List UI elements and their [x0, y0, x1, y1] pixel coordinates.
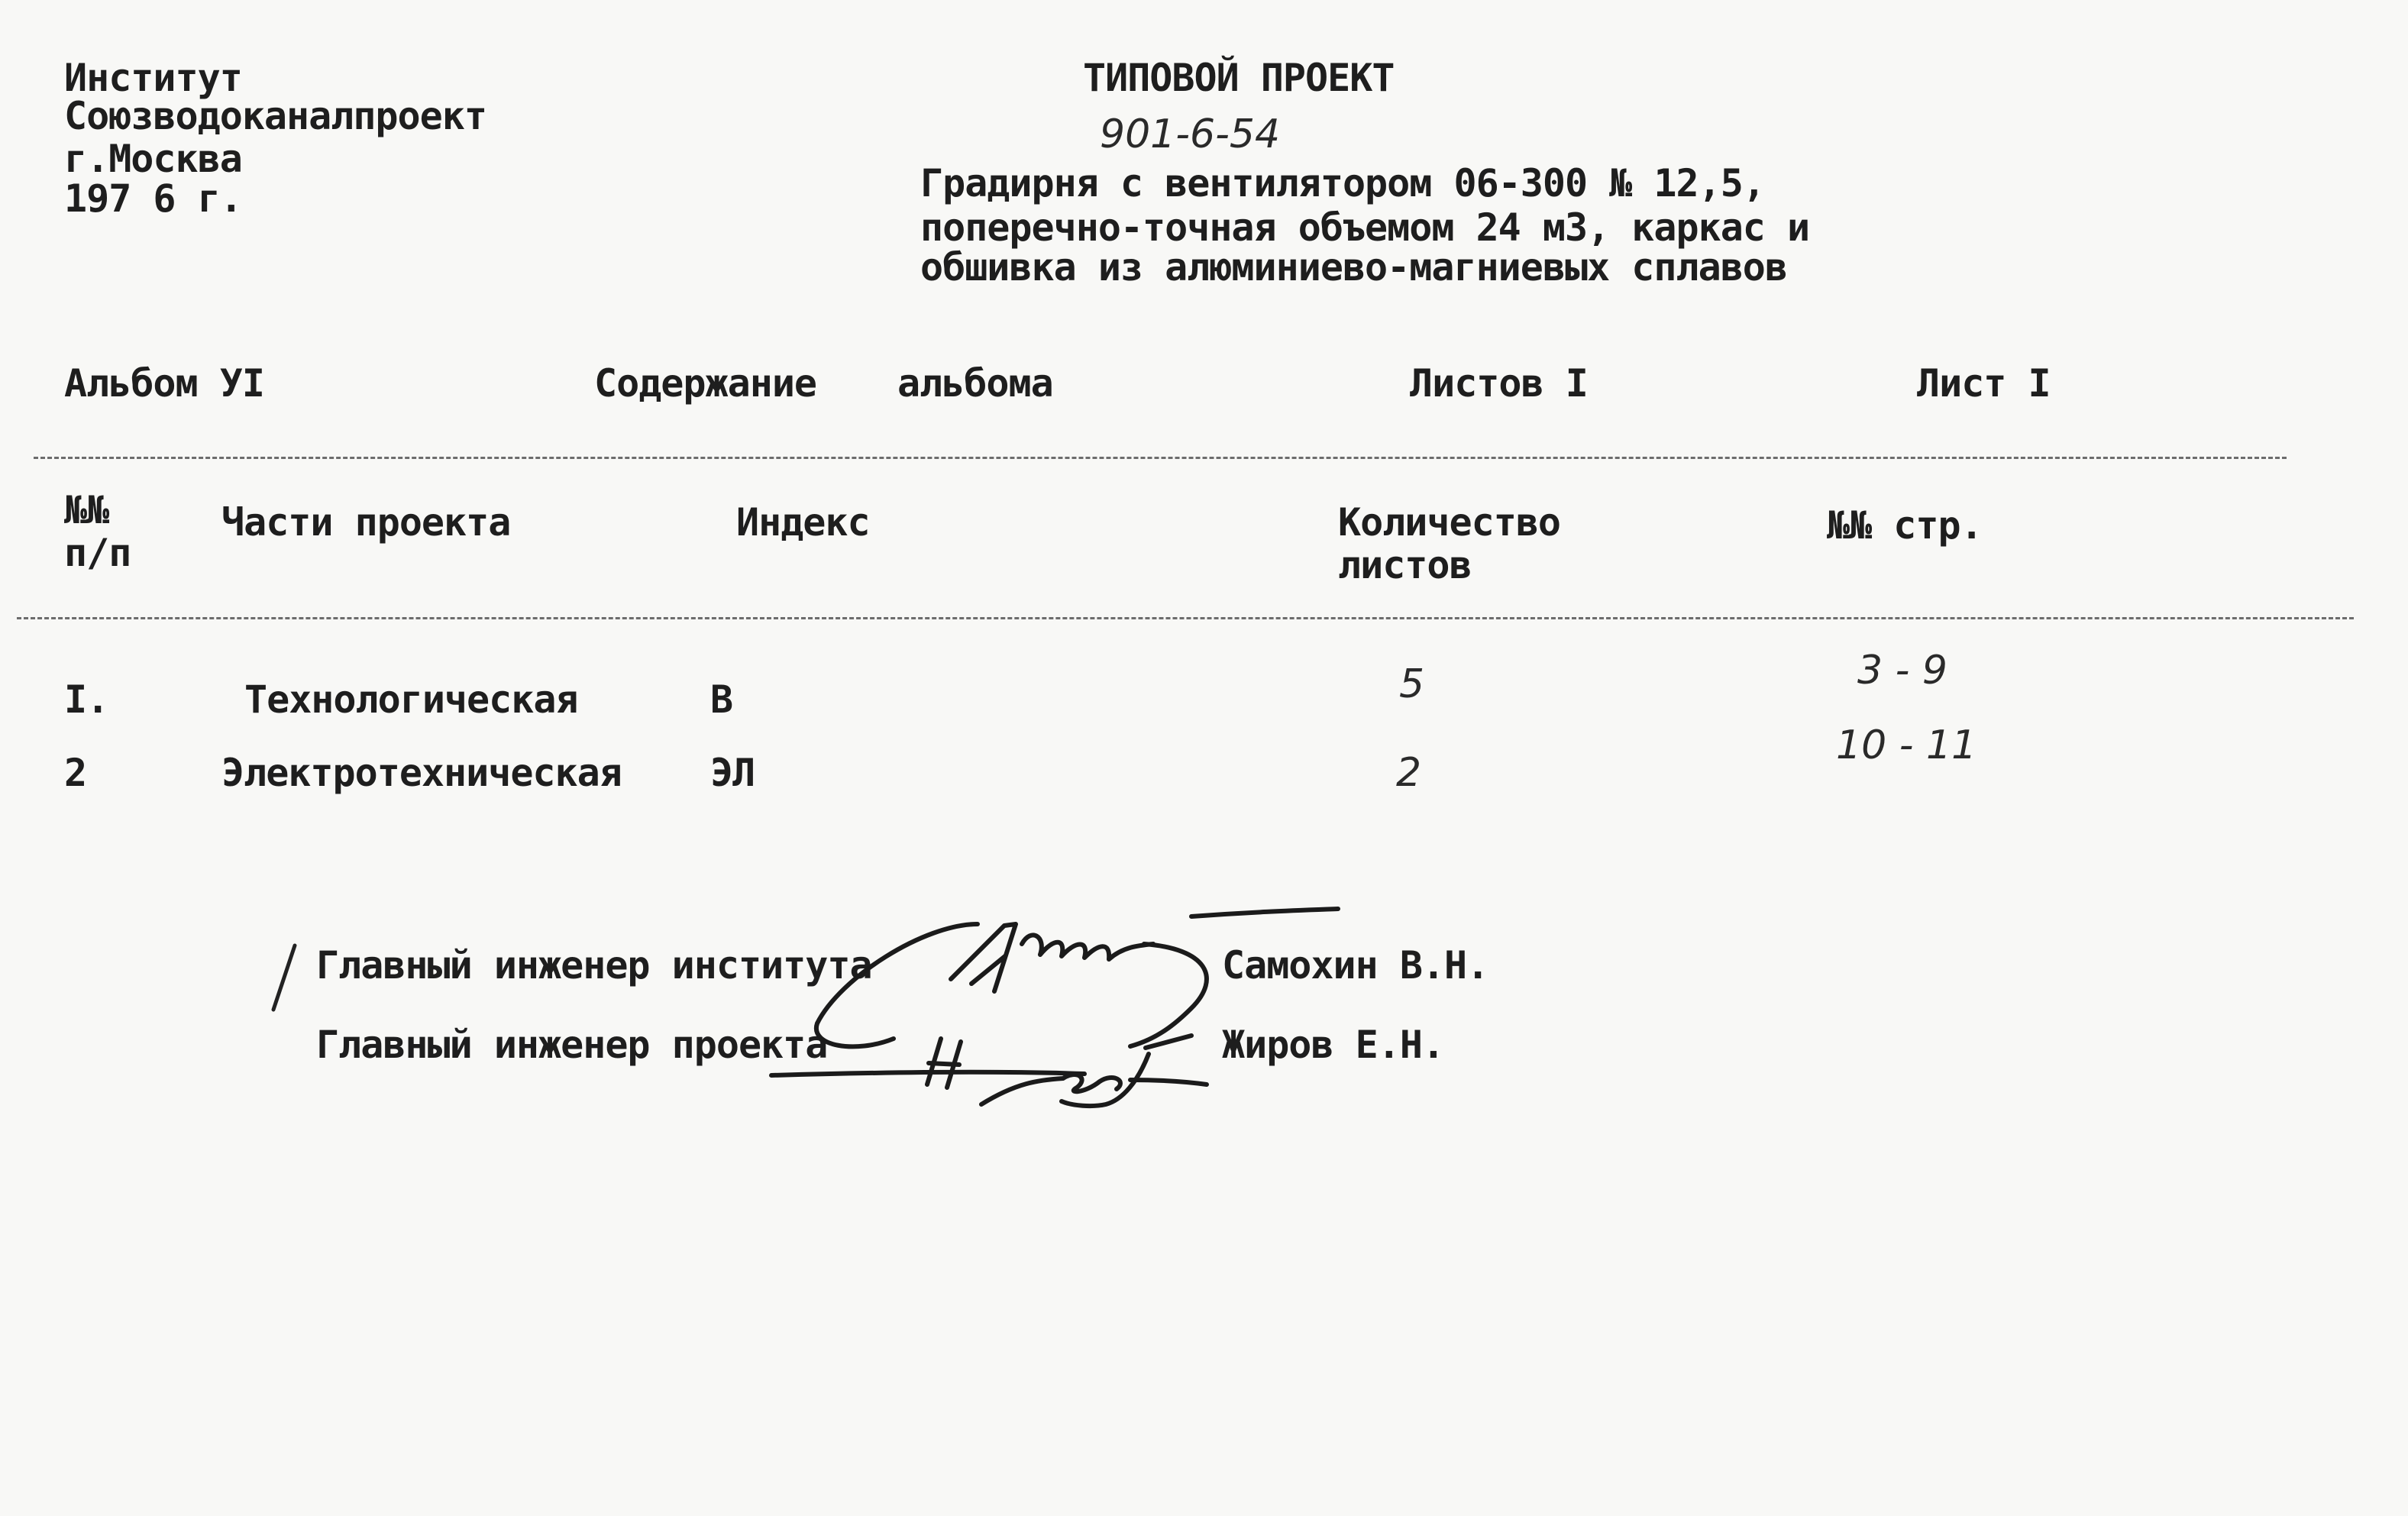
header-parts: Части проекта: [221, 500, 511, 545]
divider-top: [34, 457, 2287, 459]
album-label: Альбом УI: [64, 361, 264, 406]
row-2-index: ЭЛ: [710, 751, 755, 795]
sheet-number: Лист I: [1917, 361, 2051, 406]
institute-city: г.Москва: [64, 137, 242, 181]
header-index: Индекс: [736, 500, 870, 545]
institute-line-2: Союзводоканалпроект: [64, 94, 486, 138]
header-num: №№: [64, 488, 109, 532]
project-type: ТИПОВОЙ ПРОЕКТ: [1083, 56, 1395, 100]
row-1-index: В: [710, 677, 733, 722]
row-1-num: I.: [64, 677, 109, 722]
contents-label: Содержание: [594, 361, 817, 406]
project-title-line-3: обшивка из алюминиево-магниевых сплавов: [920, 245, 1787, 289]
row-2-pages: 10 - 11: [1836, 722, 1977, 768]
row-2-part: Электротехническая: [221, 751, 622, 795]
institute-year: 197 6 г.: [64, 176, 242, 221]
margin-tick-mark: [267, 939, 305, 1016]
sign-role-2: Главный инженер проекта: [316, 1023, 828, 1067]
header-pages: №№ стр.: [1827, 503, 1983, 548]
header-qty: Количество: [1338, 500, 1561, 545]
row-2-qty: 2: [1396, 750, 1422, 796]
contents-label-word2: альбома: [897, 361, 1053, 406]
row-1-pages: 3 - 9: [1857, 648, 1947, 693]
row-1-part: Технологическая: [244, 677, 578, 722]
row-1-qty: 5: [1399, 661, 1425, 707]
row-2-num: 2: [64, 751, 87, 795]
institute-line-1: Институт: [64, 56, 242, 100]
project-title-line-1: Градирня с вентилятором 06-300 № 12,5,: [920, 161, 1765, 205]
project-number: 901-6-54: [1100, 112, 1281, 157]
sign-name-1: Самохин В.Н.: [1222, 943, 1489, 988]
signature-chief-engineer-project: [764, 1008, 1252, 1123]
header-num-line2: п/п: [64, 531, 131, 575]
sheets-count: Листов I: [1410, 361, 1588, 406]
sign-role-1: Главный инженер института: [316, 943, 872, 988]
header-qty-line2: листов: [1338, 543, 1472, 587]
divider-header: [17, 617, 2354, 619]
project-title-line-2: поперечно-точная объемом 24 м3, каркас и: [920, 205, 1810, 250]
sign-name-2: Жиров Е.Н.: [1222, 1023, 1445, 1067]
